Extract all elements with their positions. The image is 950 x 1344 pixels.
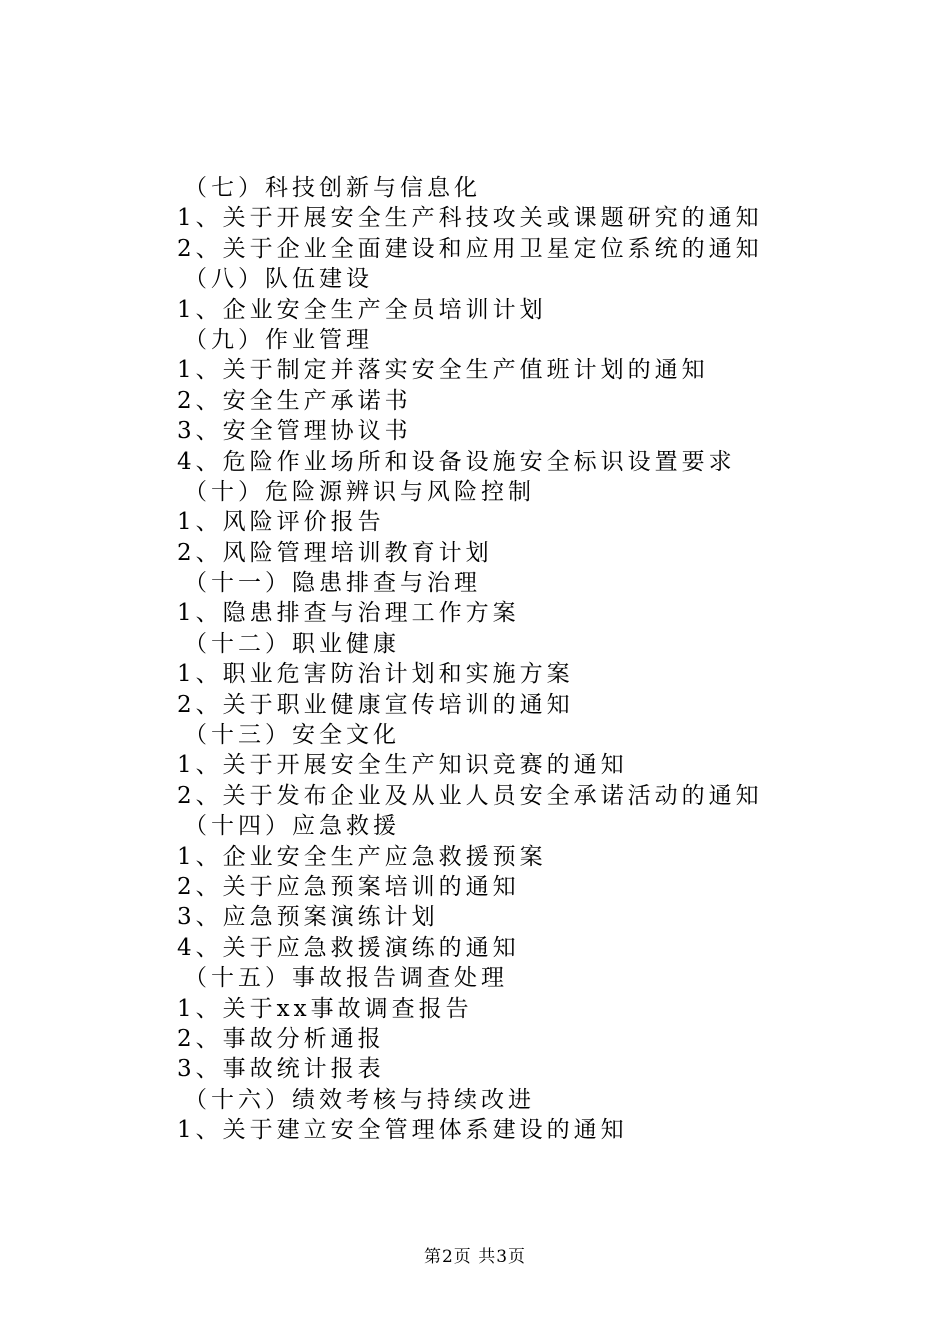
list-item: 2、关于企业全面建设和应用卫星定位系统的通知 <box>177 235 763 262</box>
list-item: 2、安全生产承诺书 <box>177 387 412 414</box>
list-item: 1、关于制定并落实安全生产值班计划的通知 <box>177 357 709 384</box>
list-item: 1、风险评价报告 <box>177 509 385 536</box>
list-item: 2、事故分析通报 <box>177 1025 385 1052</box>
list-item: 2、风险管理培训教育计划 <box>177 539 493 566</box>
list-item: 1、隐患排查与治理工作方案 <box>177 600 520 627</box>
section-heading: （十一）隐患排查与治理 <box>184 570 481 597</box>
section-heading: （十三）安全文化 <box>184 722 400 749</box>
section-heading: （七）科技创新与信息化 <box>184 175 481 201</box>
list-item: 3、安全管理协议书 <box>177 418 412 445</box>
list-item: 3、应急预案演练计划 <box>177 904 439 931</box>
list-item: 1、关于开展安全生产知识竞赛的通知 <box>177 752 628 779</box>
section-heading: （八）队伍建设 <box>184 266 373 293</box>
section-heading: （十五）事故报告调查处理 <box>184 965 508 992</box>
list-item: 4、危险作业场所和设备设施安全标识设置要求 <box>177 448 736 475</box>
list-item: 2、关于应急预案培训的通知 <box>177 873 520 900</box>
section-heading: （十二）职业健康 <box>184 630 400 657</box>
document-body <box>0 173 950 1146</box>
list-item: 4、关于应急救援演练的通知 <box>177 934 520 961</box>
list-item: 1、关于开展安全生产科技攻关或课题研究的通知 <box>177 205 763 232</box>
section-heading: （九）作业管理 <box>184 326 373 353</box>
section-heading: （十四）应急救援 <box>184 813 400 840</box>
section-heading: （十）危险源辨识与风险控制 <box>184 478 535 505</box>
list-item: 3、事故统计报表 <box>177 1056 385 1083</box>
list-item: 1、企业安全生产全员培训计划 <box>177 296 547 323</box>
list-item: 2、关于发布企业及从业人员安全承诺活动的通知 <box>177 782 763 809</box>
list-item: 1、关于xx事故调查报告 <box>177 995 473 1022</box>
list-item: 1、企业安全生产应急救援预案 <box>177 843 547 870</box>
list-item: 2、关于职业健康宣传培训的通知 <box>177 691 574 718</box>
section-heading: （十六）绩效考核与持续改进 <box>184 1086 535 1113</box>
list-item: 1、职业危害防治计划和实施方案 <box>177 661 574 688</box>
page-footer: 第2页 共3页 <box>423 1247 527 1267</box>
list-item: 1、关于建立安全管理体系建设的通知 <box>177 1117 628 1144</box>
